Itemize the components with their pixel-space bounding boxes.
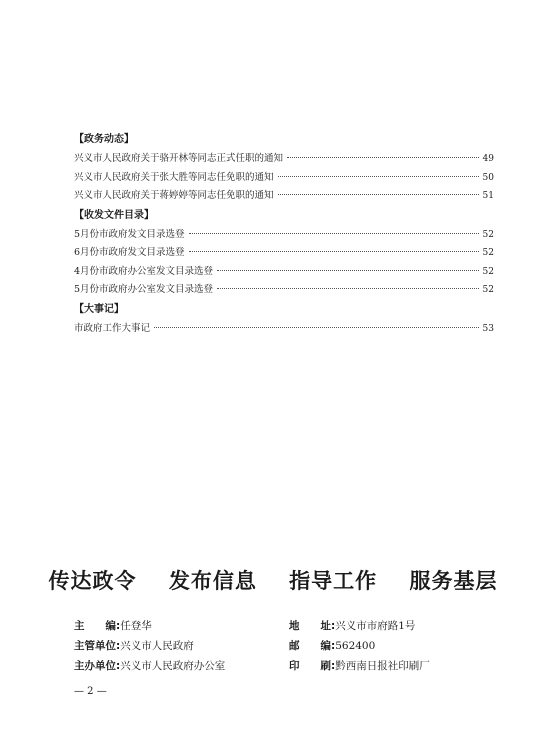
- toc-entry[interactable]: [74, 263, 494, 282]
- toc-entry-page: 52: [482, 229, 494, 240]
- info-row: [74, 656, 494, 676]
- toc-entry[interactable]: [74, 187, 494, 206]
- toc-entry-page: 51: [482, 191, 494, 201]
- slogan-phrase: 发布信息: [168, 569, 257, 593]
- toc-entry-title: 5月份市政府办公室发文目录选登: [74, 284, 214, 295]
- toc-entry-page: 49: [482, 154, 494, 164]
- toc-entry-page: 53: [482, 323, 494, 334]
- toc-entry[interactable]: [74, 226, 494, 245]
- toc-entry-title: 兴义市人民政府关于骆开林等同志正式任职的通知: [74, 153, 284, 164]
- page-number: — 2 —: [74, 686, 107, 697]
- toc-entry-title: 6月份市政府发文目录选登: [74, 247, 185, 258]
- toc-leader-dots: [278, 176, 479, 177]
- address-label: 地 址:: [289, 620, 336, 632]
- postcode-value: 562400: [335, 640, 376, 652]
- toc-entry-title: 4月份市政府办公室发文目录选登: [74, 265, 214, 277]
- editor-info: [74, 616, 289, 636]
- toc-entry-page: 50: [482, 172, 494, 183]
- toc-entry-title: 兴义市人民政府关于蒋婷婷等同志任免职的通知: [74, 190, 274, 201]
- info-row: [74, 616, 494, 636]
- organizer-value: 兴义市人民政府办公室: [120, 660, 226, 672]
- section-heading-chronicle: 【大事记】: [74, 303, 124, 315]
- toc-entry[interactable]: [74, 169, 494, 188]
- toc-entry-page: 52: [482, 248, 494, 258]
- editor-value: 任登华: [120, 620, 152, 632]
- toc-leader-dots: [217, 270, 479, 271]
- slogan-phrase: 服务基层: [409, 569, 498, 593]
- address-value: 兴义市市府路1号: [335, 620, 416, 632]
- toc-leader-dots: [189, 233, 479, 234]
- info-row: [74, 636, 494, 656]
- sponsor-label: 主管单位:: [74, 640, 121, 652]
- toc-entry[interactable]: [74, 244, 494, 263]
- toc-entry-title: 5月份市政府发文目录选登: [74, 228, 185, 240]
- organizer-info: [74, 656, 289, 676]
- printer-label: 印 刷:: [289, 660, 336, 672]
- publication-info: [74, 616, 494, 676]
- slogan: [0, 565, 546, 595]
- toc-leader-dots: [278, 194, 479, 195]
- toc-leader-dots: [287, 157, 479, 158]
- toc-entry[interactable]: [74, 281, 494, 300]
- toc-entry-page: 52: [482, 285, 494, 295]
- organizer-label: 主办单位:: [74, 660, 121, 672]
- toc-entry[interactable]: [74, 150, 494, 169]
- table-of-contents: [74, 130, 494, 338]
- sponsor-info: [74, 636, 289, 656]
- address-info: [289, 616, 415, 636]
- section-heading-document-directory: 【收发文件目录】: [74, 209, 154, 221]
- postcode-info: [289, 636, 375, 656]
- editor-label: 主 编:: [74, 620, 121, 632]
- printer-value: 黔西南日报社印刷厂: [335, 660, 430, 672]
- slogan-phrase: 指导工作: [289, 569, 378, 593]
- slogan-phrase: 传达政令: [48, 569, 137, 593]
- toc-entry-page: 52: [482, 266, 494, 277]
- toc-leader-dots: [154, 327, 479, 328]
- toc-leader-dots: [189, 251, 479, 252]
- postcode-label: 邮 编:: [289, 640, 336, 652]
- toc-leader-dots: [217, 288, 479, 289]
- toc-entry-title: 兴义市人民政府关于张大胜等同志任免职的通知: [74, 171, 274, 183]
- toc-entry-title: 市政府工作大事记: [74, 322, 151, 334]
- printer-info: [289, 656, 430, 676]
- section-heading-government-news: 【政务动态】: [74, 134, 134, 145]
- sponsor-value: 兴义市人民政府: [120, 640, 194, 652]
- toc-entry[interactable]: [74, 320, 494, 339]
